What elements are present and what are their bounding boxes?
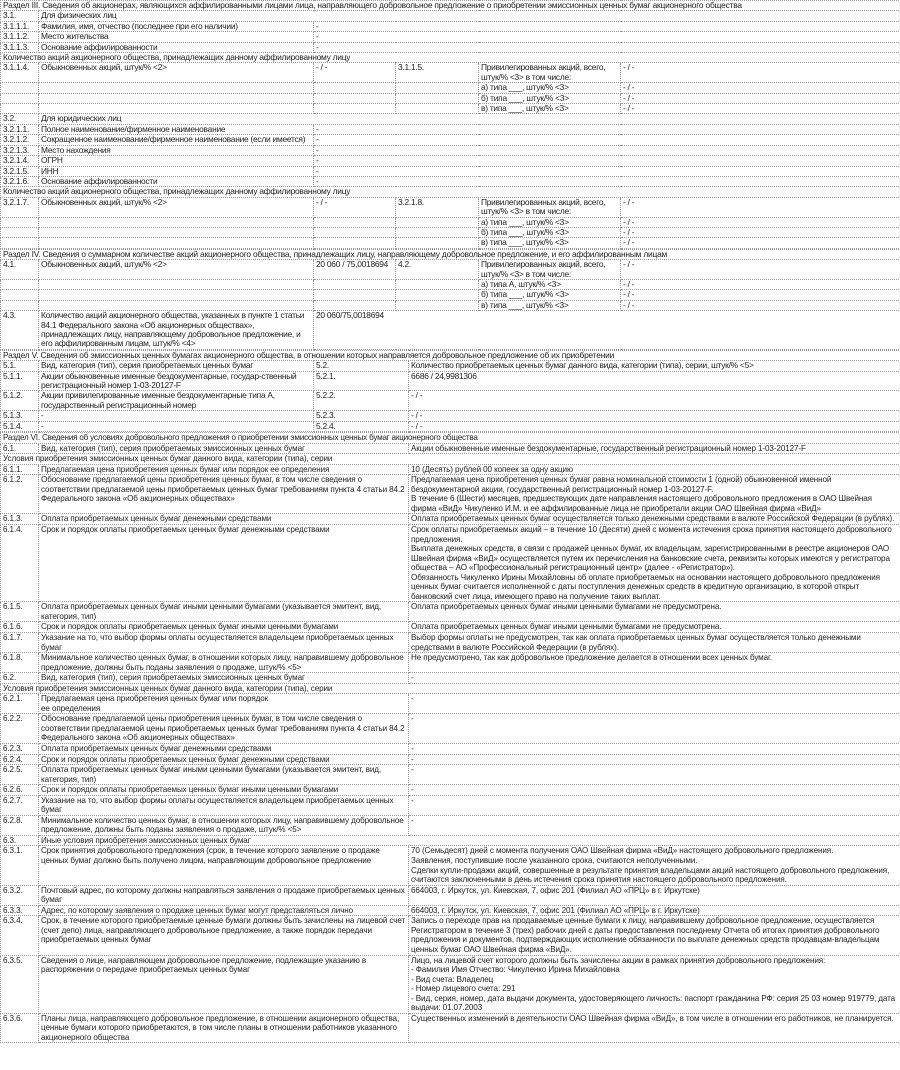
subheader: Условия приобретения эмиссионных ценных бумаг данного вида, категории (типа), серии [1, 683, 900, 694]
item-value: - [409, 714, 900, 744]
item-number: 6.1.7. [1, 633, 39, 653]
empty-cell [396, 83, 479, 93]
table-row [1, 443, 900, 454]
section-title: Раздел III. Сведения об акционерах, являющихся аффилированными лицами лица, направляющего добровольное предложение о приобретении эмиссионных ценных бумаг акционерного общества [1, 1, 900, 11]
item-label: - [39, 421, 314, 431]
table-row [1, 622, 900, 633]
table-row [1, 411, 900, 421]
sub-label: а) типа ___, штук/% <3> [479, 83, 621, 93]
empty-cell [1, 290, 39, 300]
item-value: - [314, 166, 900, 176]
table-row [1, 53, 900, 63]
table-row [1, 433, 900, 444]
empty-cell [396, 93, 479, 103]
item-value: - [314, 42, 900, 52]
item-label: Срок и порядок оплаты приобретаемых ценных бумаг иными ценными бумагами [39, 622, 409, 633]
item-value: - / - [409, 411, 900, 421]
table-row [1, 514, 900, 525]
item-value: 664003, г. Иркутск, ул. Киевская, 7, офис 201 (Филиал АО «ПРЦ» в г. Иркутске) [409, 885, 900, 905]
table-row [1, 846, 900, 885]
sub-value: - / - [621, 227, 900, 237]
item-label: Планы лица, направляющего добровольное предложение, в отношении акционерного общества, ценные бумаги которого приобретаются, в том числе планы в отношении работников указанного акционерного общества [39, 1013, 409, 1043]
item-number: 6.2.8. [1, 815, 39, 835]
item-label: Сведения о лице, направляющем добровольное предложение, подлежащие указанию в распоряжении о передаче приобретаемых ценных бумаг [39, 955, 409, 1013]
table-row [1, 32, 900, 42]
item-number: 3.1.1.2. [1, 32, 39, 42]
item-value: 20 060/75,0018694 [314, 311, 900, 350]
item-number-2: 4.2. [396, 260, 479, 280]
item-value: - [409, 785, 900, 796]
item-label: Вид, категория (тип), серия приобретаемых эмиссионных ценных бумаг [39, 443, 409, 454]
table-row [1, 279, 900, 289]
section-vi-table [0, 432, 900, 1043]
item-label: Место нахождения [39, 145, 314, 155]
item-number: 6.3.3. [1, 905, 39, 916]
empty-cell [314, 238, 396, 248]
table-row [1, 260, 900, 280]
empty-cell [1, 83, 39, 93]
item-value: Лицо, на лицевой счет которого должны быть зачислены акции в рамках принятия добровольного предложения: - Фамилия Имя Отчество: Чикуленко Ирина Михайловна - Вид счета: Владелец - Номер лицевого счета: 291 - Вид, серия, номер, дата выдачи документа, удостоверяющего личность: паспорт гражданина РФ: серия 25 03 номер 919779, дата выдачи: 01.07.2003 [409, 955, 900, 1013]
sub-label: Привилегированных акций, всего, штук/% <3> в том числе: [479, 197, 621, 217]
item-label: Основание аффилированности [39, 42, 314, 52]
item-label: Оплата приобретаемых ценных бумаг денежными средствами [39, 514, 409, 525]
section-title: Раздел V. Сведения об эмиссионных ценных бумагах акционерного общества, в отношении которых направляется добровольное предложение об их приобретении [1, 350, 900, 360]
item-number: 6.3. [1, 835, 39, 846]
item-number: 3.2.1.5. [1, 166, 39, 176]
empty-cell [314, 300, 396, 310]
table-row [1, 227, 900, 237]
item-label: Срок принятия добровольного предложения (срок, в течение которого заявление о продаже ценных бумаг должно быть получено лицом, направляющим добровольное предложение [39, 846, 409, 885]
table-row [1, 11, 900, 21]
item-label: Срок и порядок оплаты приобретаемых ценных бумаг денежными средствами [39, 754, 409, 765]
item-number: 4.1. [1, 260, 39, 280]
empty-cell [396, 104, 479, 114]
table-row [1, 166, 900, 176]
item-label: Обыкновенных акций, штук/% <2> [39, 260, 314, 280]
item-value: 70 (Семьдесят) дней с момента получения ОАО Швейная фирма «ВиД» настоящего добровольного предложения. Заявления, поступившие после указанного срока, считаются неполученными. Сделки купли-продажи акций, совершенные в результате принятия владельцами акций настоящего добровольного предложения, считаются заключенными в день истечения срока принятия настоящего добровольного предложения. [409, 846, 900, 885]
empty-cell [396, 227, 479, 237]
item-value: 10 (Десять) рублей 00 копеек за одну акцию [409, 464, 900, 475]
table-row [1, 955, 900, 1013]
item-number: 6.2.7. [1, 795, 39, 815]
item-value: Существенных изменений в деятельности ОАО Швейная фирма «ВиД», в том числе в отношении его работников, не планируется. [409, 1013, 900, 1043]
sub-label: Привилегированных акций, всего, штук/% <3> в том числе: [479, 63, 621, 83]
item-label: Основание аффилированности [39, 176, 314, 186]
empty-cell [314, 93, 396, 103]
table-row [1, 1, 900, 11]
empty-cell [396, 238, 479, 248]
subheader: Количество акций акционерного общества, принадлежащих данному аффилированному лицу [1, 53, 900, 63]
item-number-2: 5.2.2. [314, 391, 409, 411]
item-number: 6.1.8. [1, 653, 39, 673]
sub-label: а) типа ___, штук/% <3> [479, 217, 621, 227]
item-label: Акции привилегированные именные бездокументарные типа А, государственный регистрационный номер [39, 391, 314, 411]
section-title: Раздел IV. Сведения о суммарном количестве акций акционерного общества, принадлежащих лицу, направляющему добровольное предложение, и его аффилированным лицам [1, 249, 900, 259]
item-value: - [314, 176, 900, 186]
subheader: Количество акций акционерного общества, принадлежащих данному аффилированному лицу [1, 187, 900, 197]
sub-value: - / - [621, 93, 900, 103]
item-value: Оплата приобретаемых ценных бумаг иными ценными бумагами не предусмотрена. [409, 602, 900, 622]
item-label: Указание на то, что выбор формы оплаты осуществляется владельцем приобретаемых ценных бумаг [39, 795, 409, 815]
table-row [1, 475, 900, 514]
table-row [1, 885, 900, 905]
item-number: 4.3. [1, 311, 39, 350]
item-value: Выбор формы оплаты не предусмотрен, так как оплата приобретаемых ценных бумаг осуществляется только денежными средствами в валюте Российской Федерации (в рублях). [409, 633, 900, 653]
item-value: - / - [409, 421, 900, 431]
item-number: 5.1.3. [1, 411, 39, 421]
item-value: Акции обыкновенные именные бездокументарные, государственный регистрационный номер 1-03-20127-F [409, 443, 900, 454]
item-number: 3.1.1.4. [1, 63, 39, 83]
table-row [1, 916, 900, 955]
table-row [1, 391, 900, 411]
item-value: - [409, 754, 900, 765]
item-number: 3.1.1.1. [1, 21, 39, 31]
empty-cell [39, 104, 314, 114]
item-value: - [314, 156, 900, 166]
empty-cell [396, 290, 479, 300]
item-number-2: 5.2.1. [314, 371, 409, 391]
item-value: - [314, 21, 900, 31]
item-number: 6.2. [1, 673, 39, 684]
item-value: 664003, г. Иркутск, ул. Киевская, 7, офис 201 (Филиал АО «ПРЦ» в г. Иркутске) [409, 905, 900, 916]
sub-value: - / - [621, 83, 900, 93]
item-number-2: 3.1.1.5. [396, 63, 479, 83]
item-number: 6.2.3. [1, 744, 39, 755]
item-value: Оплата приобретаемых ценных бумаг иными ценными бумагами не предусмотрена. [409, 622, 900, 633]
table-row [1, 290, 900, 300]
item-number: 6.3.2. [1, 885, 39, 905]
section-iii-table [0, 0, 900, 249]
item-label: Предлагаемая цена приобретения ценных бумаг или порядок ее определения [39, 464, 409, 475]
item-number: 3.2.1.6. [1, 176, 39, 186]
empty-cell [314, 104, 396, 114]
item-value: - [409, 694, 900, 714]
empty-cell [314, 227, 396, 237]
group-label: Для физических лиц [39, 11, 900, 21]
table-row [1, 464, 900, 475]
item-label: - [39, 411, 314, 421]
item-label: Место жительства [39, 32, 314, 42]
item-value: - [314, 145, 900, 155]
table-row [1, 633, 900, 653]
item-label: Срок, в течение которого приобретаемые ценные бумаги должны быть зачислены на лицевой счет (счет депо) лица, направляющего добровольное предложение, а также порядок передачи приобретаемых ценных бумаг [39, 916, 409, 955]
item-value: - / - [314, 197, 396, 217]
item-value: - [314, 32, 900, 42]
sub-value: - / - [621, 197, 900, 217]
item-label: Обыкновенных акций, штук/% <2> [39, 197, 314, 217]
item-label: Срок и порядок оплаты приобретаемых ценных бумаг иными ценными бумагами [39, 785, 409, 796]
item-label: Сокращенное наименование/фирменное наименование (если имеется) [39, 135, 314, 145]
table-row [1, 683, 900, 694]
item-number: 5.1.4. [1, 421, 39, 431]
item-label: Адрес, по которому заявления о продаже ценных бумаг могут представляться лично [39, 905, 409, 916]
table-row [1, 421, 900, 431]
item-number: 6.1.3. [1, 514, 39, 525]
item-label: Указание на то, что выбор формы оплаты осуществляется владельцем приобретаемых ценных бумаг [39, 633, 409, 653]
item-label: ОГРН [39, 156, 314, 166]
empty-cell [396, 300, 479, 310]
table-row [1, 311, 900, 350]
sub-value: - / - [621, 63, 900, 83]
table-row [1, 176, 900, 186]
table-row [1, 114, 900, 124]
item-number: 3.2.1.4. [1, 156, 39, 166]
item-label: Количество акций акционерного общества, указанных в пункте 1 статьи 84.1 Федерального закона «Об акционерных обществах», принадлежащих лицу, направляющему добровольное предложение, и его аффилированным лицам, штук/% <4> [39, 311, 314, 350]
item-value: Запись о переходе прав на продаваемые ценные бумаги к лицу, направившему добровольное предложение, осуществляется Регистратором в течение 3 (трех) рабочих дней с даты предоставления последнему Отчета об итогах принятия добровольного предложения и документов, подтверждающих исполнение обязанности по выплате денежных средств продавцам-владельцам ценных бумаг ОАО Швейная фирма «ВиД». [409, 916, 900, 955]
sub-value: - / - [621, 290, 900, 300]
sub-value: - / - [621, 238, 900, 248]
item-value: - [314, 135, 900, 145]
item-label: Обоснование предлагаемой цены приобретения ценных бумаг, в том числе сведения о соответствии предлагаемой цены приобретаемых ценных бумаг требованиям пункта 4 статьи 84.2 Федерального закона «Об акционерных обществах» [39, 714, 409, 744]
item-value: Оплата приобретаемых ценных бумаг осуществляется только денежными средствами в валюте Российской Федерации (в рублях). [409, 514, 900, 525]
table-row [1, 905, 900, 916]
table-row [1, 694, 900, 714]
item-value: - [314, 124, 900, 134]
table-row [1, 653, 900, 673]
empty-cell [39, 279, 314, 289]
item-number: 5.1.2. [1, 391, 39, 411]
table-row [1, 187, 900, 197]
table-row [1, 42, 900, 52]
item-value: Количество приобретаемых ценных бумаг данного вида, категории (типа), серии, штук/% <5> [409, 361, 900, 371]
sub-label: в) типа ___, штук/% <3> [479, 238, 621, 248]
item-number: 6.3.6. [1, 1013, 39, 1043]
item-number: 3.2.1.1. [1, 124, 39, 134]
item-label: Минимальное количество ценных бумаг, в отношении которых лицу, направившему добровольное предложение, должны быть поданы заявления о продаже, штук/% <5> [39, 653, 409, 673]
item-number: 3.1.1.3. [1, 42, 39, 52]
item-number-2: 3.2.1.8. [396, 197, 479, 217]
item-value: - [409, 673, 900, 684]
table-row [1, 744, 900, 755]
empty-cell [396, 279, 479, 289]
table-row [1, 524, 900, 601]
item-number: 3.2. [1, 114, 39, 124]
table-row [1, 83, 900, 93]
table-row [1, 371, 900, 391]
empty-cell [314, 217, 396, 227]
sub-value: - / - [621, 279, 900, 289]
table-row [1, 104, 900, 114]
item-number: 5.1.1. [1, 371, 39, 391]
table-row [1, 815, 900, 835]
item-label: Оплата приобретаемых ценных бумаг иными ценными бумагами (указывается эмитент, вид, категория, тип) [39, 602, 409, 622]
empty-cell [39, 93, 314, 103]
item-label: Вид, категория (тип), серия приобретаемых ценных бумаг [39, 361, 314, 371]
item-value: Предлагаемая цена приобретения ценных бумаг равна номинальной стоимости 1 (одной) обыкновенной именной бездокументарной акции, государственный регистрационный номер 1-03-20127-F. В течение 6 (Шести) месяцев, предшествующих дате направления настоящего добровольного предложения в ОАО Швейная фирма «ВиД» Чикуленко И.М. и ее аффилированные лица не приобретали акции ОАО Швейная фирма «ВиД» [409, 475, 900, 514]
table-row [1, 785, 900, 796]
item-number: 3.1. [1, 11, 39, 21]
empty-cell [39, 83, 314, 93]
item-label: Срок и порядок оплаты приобретаемых ценных бумаг денежными средствами [39, 524, 409, 601]
item-number: 6.2.6. [1, 785, 39, 796]
empty-cell [1, 300, 39, 310]
table-row [1, 145, 900, 155]
sub-label: а) типа А, штук/% <3> [479, 279, 621, 289]
item-label: Оплата приобретаемых ценных бумаг денежными средствами [39, 744, 409, 755]
item-value: - [409, 795, 900, 815]
table-row [1, 754, 900, 765]
item-number-2: 5.2.3. [314, 411, 409, 421]
item-number: 6.1.5. [1, 602, 39, 622]
item-label: Фамилия, имя, отчество (последнее при его наличии) [39, 21, 314, 31]
empty-cell [39, 227, 314, 237]
group-label: Для юридических лиц [39, 114, 900, 124]
empty-cell [314, 290, 396, 300]
item-number: 6.1.6. [1, 622, 39, 633]
sub-label: в) типа ___, штук/% <3> [479, 104, 621, 114]
item-label: ИНН [39, 166, 314, 176]
empty-cell [39, 238, 314, 248]
item-value: Срок оплаты приобретаемых акций – в течение 10 (Десяти) дней с момента истечения срока принятия настоящего добровольного предложения. Выплата денежных средств, в связи с продажей ценных бумаг, их владельцам, зарегистрированными в реестре акционеров ОАО Швейная фирма «ВиД» осуществляется путем их перечисления на банковские счета, реквизиты которых имеются у регистратора общества – АО «Профессиональный регистрационный центр» (далее - «Регистратор»). Обязанность Чикуленко Ирины Михайловны об оплате приобретаемых на основании настоящего добровольного предложения ценных бумаг считается исполненной с даты поступления денежных средств в кредитную организацию, в которой открыт банковский счет лица, имеющего право на получение таких выплат. [409, 524, 900, 601]
table-row [1, 835, 900, 846]
item-number: 3.2.1.7. [1, 197, 39, 217]
item-number: 6.2.4. [1, 754, 39, 765]
item-value: - [409, 765, 900, 785]
item-value: - / - [409, 391, 900, 411]
table-row [1, 765, 900, 785]
item-number: 6.1.4. [1, 524, 39, 601]
item-number: 6.1.2. [1, 475, 39, 514]
empty-cell [39, 300, 314, 310]
sub-label: Привилегированных акций, всего, штук/% <3> в том числе: [479, 260, 621, 280]
sub-label: б) типа ___, штук/% <3> [479, 227, 621, 237]
item-number: 6.3.5. [1, 955, 39, 1013]
section-title: Раздел VI. Сведения об условиях добровольного предложения о приобретении эмиссионных ценных бумаг акционерного общества [1, 433, 900, 444]
table-row [1, 1013, 900, 1043]
section-v-table [0, 350, 900, 432]
empty-cell [39, 290, 314, 300]
item-label: Вид, категория (тип), серия приобретаемых эмиссионных ценных бумаг [39, 673, 409, 684]
item-value: - [409, 815, 900, 835]
empty-cell [396, 217, 479, 227]
table-row [1, 217, 900, 227]
item-number: 6.2.2. [1, 714, 39, 744]
table-row [1, 238, 900, 248]
item-label: Акции обыкновенные именные бездокументарные, государ-ственный регистрационный номер 1-03-20127-F [39, 371, 314, 391]
item-number: 6.1.1. [1, 464, 39, 475]
empty-cell [1, 104, 39, 114]
sub-value: - / - [621, 217, 900, 227]
table-row [1, 124, 900, 134]
section-iv-table [0, 249, 900, 350]
item-label: Обоснование предлагаемой цены приобретения ценных бумаг, в том числе сведения о соответствии предлагаемой цены приобретаемых ценных бумаг требованиям пункта 4 статьи 84.2 Федерального закона «Об акционерных обществах» [39, 475, 409, 514]
table-row [1, 300, 900, 310]
item-number: 3.2.1.3. [1, 145, 39, 155]
table-row [1, 714, 900, 744]
item-label: Оплата приобретаемых ценных бумаг иными ценными бумагами (указывается эмитент, вид, категория, тип) [39, 765, 409, 785]
empty-cell [1, 217, 39, 227]
subheader: Условия приобретения эмиссионных ценных бумаг данного вида, категории (типа), серии [1, 454, 900, 465]
table-row [1, 135, 900, 145]
group-label: Иные условия приобретения эмиссионных ценных бумаг [39, 835, 900, 846]
empty-cell [1, 93, 39, 103]
item-number: 6.2.1. [1, 694, 39, 714]
table-row [1, 350, 900, 360]
sub-label: б) типа ___, штук/% <3> [479, 93, 621, 103]
empty-cell [39, 217, 314, 227]
item-value: Не предусмотрено, так как добровольное предложение делается в отношении всех ценных бумаг. [409, 653, 900, 673]
item-number-2: 5.2. [314, 361, 409, 371]
item-number-2: 5.2.4. [314, 421, 409, 431]
empty-cell [314, 279, 396, 289]
item-label: Обыкновенных акций, штук/% <2> [39, 63, 314, 83]
table-row [1, 795, 900, 815]
sub-label: в) типа ___, штук/% <3> [479, 300, 621, 310]
item-value: - [409, 744, 900, 755]
item-number: 6.1. [1, 443, 39, 454]
item-number: 5.1. [1, 361, 39, 371]
table-row [1, 249, 900, 259]
table-row [1, 602, 900, 622]
table-row [1, 21, 900, 31]
item-value: 6686 / 24,9981306 [409, 371, 900, 391]
sub-value: - / - [621, 260, 900, 280]
item-label: Полное наименование/фирменное наименование [39, 124, 314, 134]
item-label: Минимальное количество ценных бумаг, в отношении которых лицу, направившему добровольное предложение, должны быть поданы заявления о продаже, штук/% <5> [39, 815, 409, 835]
table-row [1, 156, 900, 166]
item-value: - / - [314, 63, 396, 83]
empty-cell [1, 238, 39, 248]
table-row [1, 93, 900, 103]
empty-cell [1, 279, 39, 289]
item-label: Почтовый адрес, по которому должны направляться заявления о продаже приобретаемых ценных бумаг [39, 885, 409, 905]
table-row [1, 63, 900, 83]
item-number: 6.2.5. [1, 765, 39, 785]
sub-value: - / - [621, 104, 900, 114]
table-row [1, 197, 900, 217]
sub-value: - / - [621, 300, 900, 310]
item-number: 6.3.4. [1, 916, 39, 955]
table-row [1, 673, 900, 684]
table-row [1, 454, 900, 465]
item-label: Предлагаемая цена приобретения ценных бумаг или порядок ее определения [39, 694, 409, 714]
empty-cell [314, 83, 396, 93]
table-row [1, 361, 900, 371]
sub-label: б) типа ___, штук/% <3> [479, 290, 621, 300]
item-value: 20 060 / 75,0018694 [314, 260, 396, 280]
item-number: 3.2.1.2. [1, 135, 39, 145]
item-number: 6.3.1. [1, 846, 39, 885]
empty-cell [1, 227, 39, 237]
